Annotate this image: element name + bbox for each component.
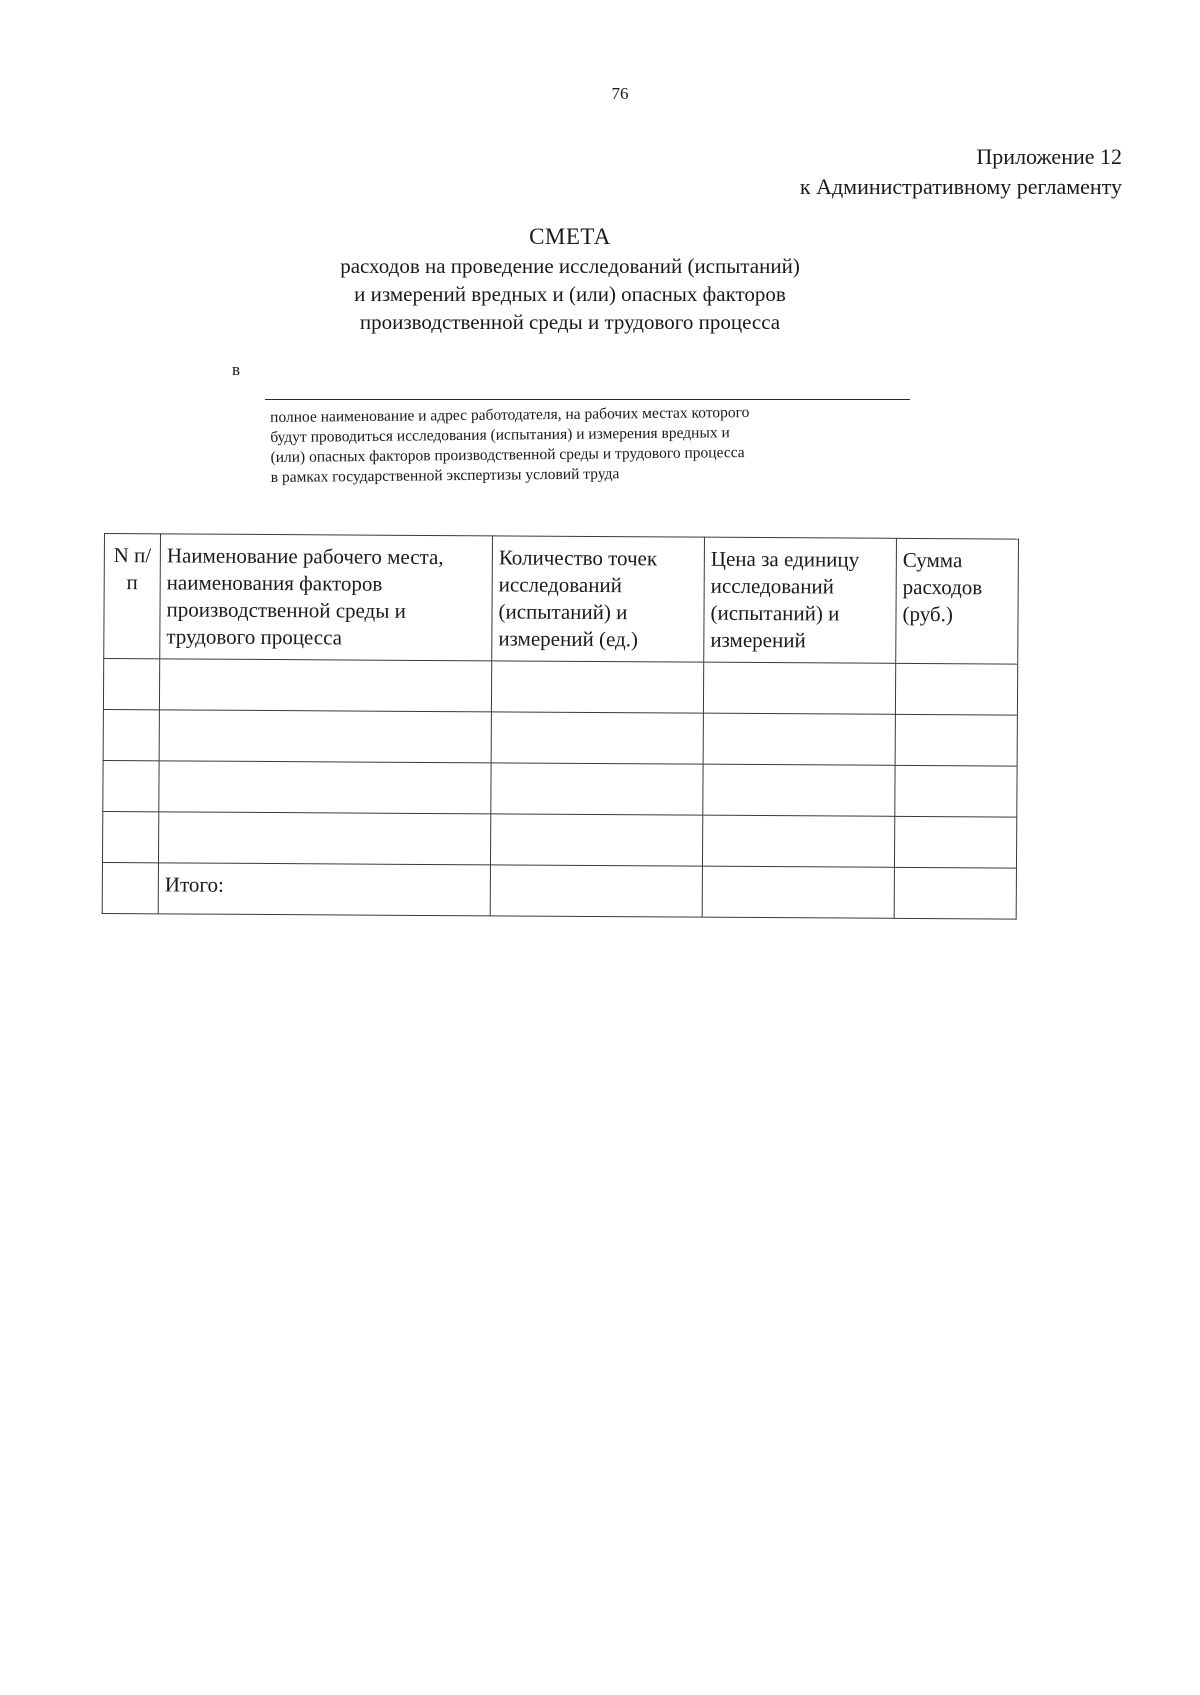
appendix-line-1: Приложение 12 [976, 144, 1122, 169]
table-row [103, 659, 1017, 716]
header-row [104, 534, 1019, 665]
table-cell [894, 867, 1016, 919]
total-row [102, 862, 1016, 919]
table-cell [895, 663, 1017, 715]
header-total-sum: Сумма расходов (руб.) [896, 538, 1019, 664]
header-unit-price: Цена за единицу исследований (испытаний) и измерений [704, 537, 897, 663]
table-cell [491, 763, 703, 815]
table-cell [102, 862, 158, 913]
total-label: Итого: [158, 863, 490, 916]
v-label: в [232, 360, 241, 379]
title-block [230, 222, 910, 336]
table-cell [702, 866, 894, 918]
header-number: N п/п [104, 534, 161, 659]
estimate-table [102, 533, 1019, 920]
table-cell [490, 865, 702, 917]
header-workplace: Наименование рабочего места, наименования факторов производственной среды и трудового процесса [160, 534, 493, 661]
table-cell [158, 812, 490, 865]
table-cell [490, 814, 702, 866]
caption-line-2: будут проводиться исследования (испытания) и измерения вредных и [270, 424, 730, 446]
caption-line-3: (или) опасных факторов производственной среды и трудового процесса [270, 444, 745, 466]
subtitle-line-3: производственной среды и трудового процесса [359, 310, 781, 334]
caption-line-4: в рамках государственной экспертизы условий труда [270, 465, 620, 486]
document-title: СМЕТА [529, 224, 611, 249]
table-row [102, 811, 1016, 868]
employer-fill-line [265, 399, 910, 400]
table-cell [702, 815, 894, 867]
table-row [103, 760, 1017, 817]
employer-caption [270, 401, 911, 488]
appendix-line-2: к Административному регламенту [799, 174, 1122, 199]
table-cell [894, 816, 1016, 868]
table-cell [491, 661, 703, 713]
table-cell [703, 662, 895, 714]
header-points-count: Количество точек исследований (испытаний) и измерений (ед.) [492, 536, 705, 662]
table-cell [703, 764, 895, 816]
table-cell [103, 760, 159, 811]
table-cell [159, 659, 491, 712]
page-number: 76 [611, 84, 629, 103]
subtitle-line-2: и измерений вредных и (или) опасных факторов [354, 282, 786, 306]
table-cell [103, 659, 159, 710]
table-cell [703, 713, 895, 765]
table-cell [895, 765, 1017, 817]
table-cell [103, 709, 159, 760]
table-row [103, 709, 1017, 766]
estimate-table-wrap [102, 533, 1019, 920]
table-cell [159, 761, 491, 814]
subtitle-line-1: расходов на проведение исследований (испытаний) [340, 254, 800, 278]
table-cell [491, 712, 703, 764]
appendix-note [800, 142, 1122, 202]
caption-line-1: полное наименование и адрес работодателя, на рабочих местах которого [270, 403, 750, 426]
table-cell [102, 811, 158, 862]
table-cell [895, 714, 1017, 766]
table-cell [159, 710, 491, 763]
